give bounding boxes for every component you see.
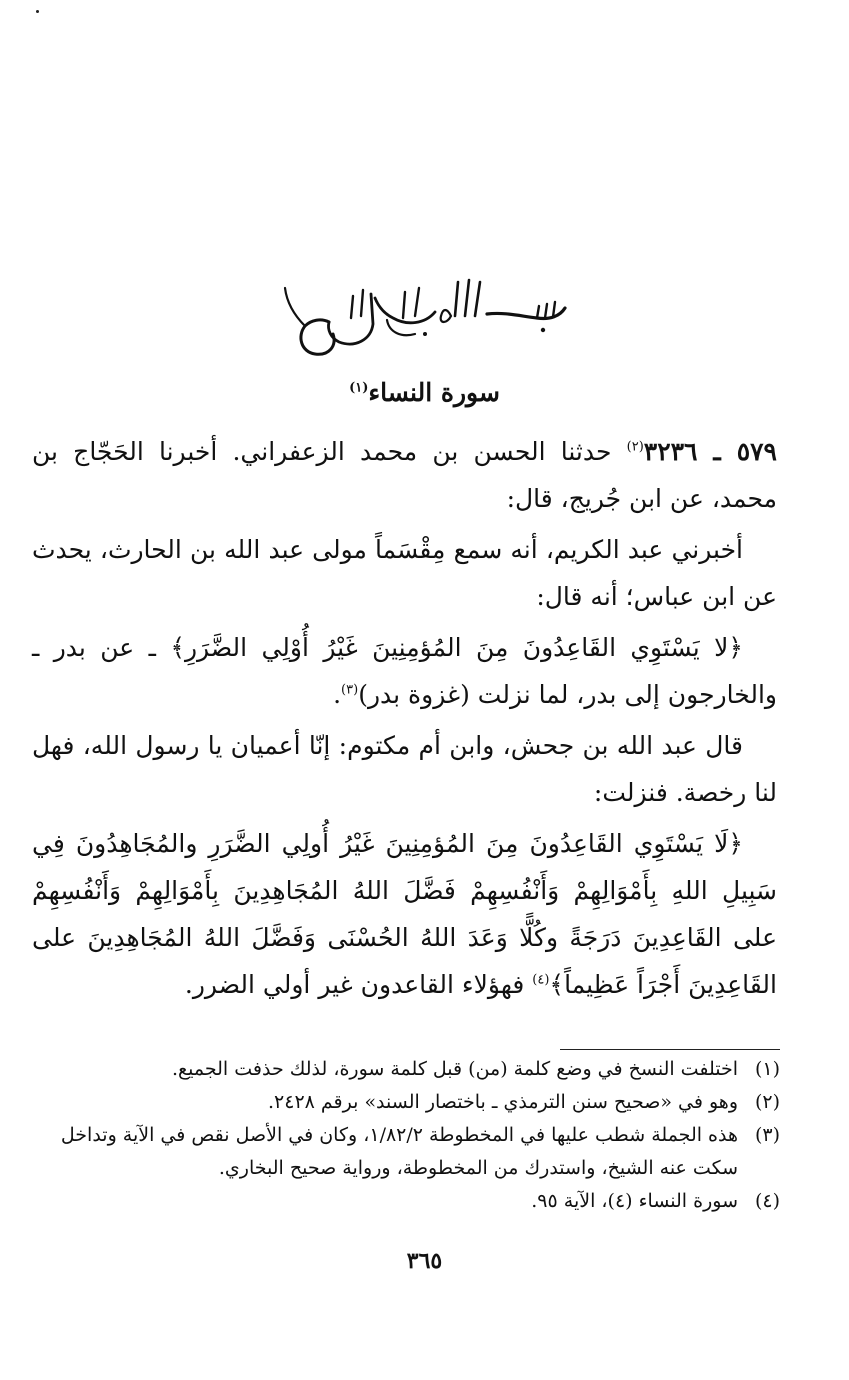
paragraph-first-verse-text: ـ عن بدر ـ والخارجون إلى بدر، لما نزلت (غزوة بدر) — [32, 633, 777, 709]
paragraph-question — [32, 722, 777, 816]
hadith-footnote-ref: (٢) — [626, 439, 644, 455]
paragraph-conclusion-text: فهؤلاء القاعدون غير أولي الضرر. — [184, 970, 525, 999]
verse-footnote-ref: (٣) — [341, 682, 359, 698]
paragraph-first-verse: ﴿لا يَسْتَوِي القَاعِدُونَ مِنَ المُؤمِنِينَ غَيْرُ أُوْلِي الضَّرَرِ﴾ ـ عن بدر ـ والخارجون إلى بدر، لما نزلت (غزوة بدر)$^{(٣)}$. — [32, 633, 777, 709]
footnote-text: سورة النساء (٤)، الآية ٩٥. — [531, 1190, 738, 1212]
paragraph-narration-text: أخبرني عبد الكريم، أنه سمع مِقْسَماً مولى عبد الله بن الحارث، يحدث عن ابن عباس؛ أنه قال: — [32, 535, 777, 611]
page-number: ٣٦٥ — [406, 1248, 443, 1274]
footnote-number: (٣) — [754, 1124, 780, 1146]
footnote-item — [60, 1185, 780, 1218]
footnote-number: (١) — [754, 1058, 780, 1080]
footnotes — [60, 1053, 780, 1218]
footnote-item — [60, 1053, 780, 1086]
hadith-body — [32, 428, 777, 1008]
footnote-text: اختلفت النسخ في وضع كلمة (من) قبل كلمة سورة، لذلك حذفت الجميع. — [171, 1058, 738, 1080]
paragraph-question-text: قال عبد الله بن جحش، وابن أم مكتوم: إنّا أعميان يا رسول الله، فهل لنا رخصة. فنزلت: — [32, 731, 777, 807]
surah-title-text: سورة النساء — [368, 378, 500, 407]
basmala-calligraphy-icon — [275, 268, 575, 358]
full-verse-footnote-ref: (٤) — [532, 972, 550, 988]
footnote-separator — [560, 1049, 780, 1050]
quran-verse-partial: ﴿لا يَسْتَوِي القَاعِدُونَ مِنَ المُؤمِنِينَ غَيْرُ أُوْلِي الضَّرَرِ﴾ — [170, 633, 744, 662]
basmala-calligraphy — [0, 268, 849, 358]
footnote-text: وهو في «صحيح سنن الترمذي ـ باختصار السند» برقم ٢٤٢٨. — [267, 1091, 738, 1113]
footnote-number: (٢) — [754, 1091, 780, 1113]
quran-verse-full: ﴿لَا يَسْتَوِي القَاعِدُونَ مِنَ المُؤمِنِينَ غَيْرُ أُولِي الضَّرَرِ والمُجَاهِدُونَ فِي سَبِيلِ اللهِ بِأَمْوَالِهِمْ وَأَنْفُسِهِمْ فَضَّلَ اللهُ المُجَاهِدِينَ بِأَمْوَالِهِمْ وَأَنْفُسِهِمْ على القَاعِدِينَ دَرَجَةً وكُلًّا وَعَدَ اللهُ الحُسْنَى وَفَضَّلَ اللهُ المُجَاهِدِينَ على القَاعِدِينَ أَجْرَاً عَظِيماً﴾ — [32, 829, 777, 999]
surah-title — [0, 378, 849, 407]
surah-title-footnote-ref: (١) — [349, 380, 369, 396]
footnote-text: هذه الجملة شطب عليها في المخطوطة ١/٨٢/٢، وكان في الأصل نقص في الآية وتداخل سكت عنه الشيخ، واستدرك من المخطوطة، ورواية صحيح البخاري. — [60, 1124, 738, 1179]
paragraph-narration — [32, 526, 777, 620]
footnote-item — [60, 1119, 780, 1185]
paragraph-isnad-text: حدثنا الحسن بن محمد الزعفراني. أخبرنا الحَجّاج بن محمد، عن ابن جُريج، قال: — [32, 437, 777, 513]
hadith-number: ٥٧٩ ـ ٣٢٣٦ — [643, 437, 777, 466]
paragraph-full-verse — [32, 820, 777, 1008]
footnote-item — [60, 1086, 780, 1119]
corner-dot — [36, 10, 39, 13]
footnote-number: (٤) — [754, 1190, 780, 1212]
paragraph-isnad — [32, 428, 777, 522]
